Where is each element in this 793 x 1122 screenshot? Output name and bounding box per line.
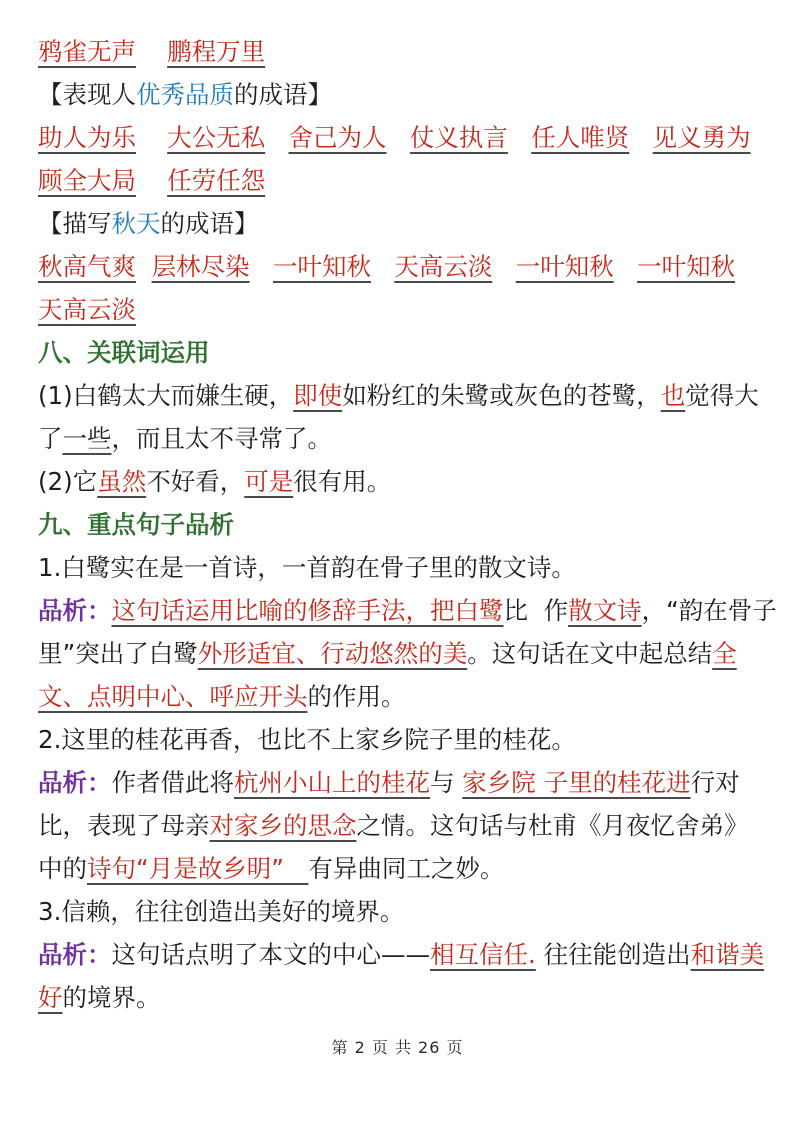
text-segment: 家乡院 子里的桂花进 [462, 768, 691, 797]
text-segment: 全 [712, 639, 737, 668]
text-segment [136, 252, 152, 281]
text-segment: 觉得大 [685, 381, 759, 410]
text-segment: 的成语】 [234, 80, 332, 109]
text-segment: 优秀品质 [136, 80, 234, 109]
text-segment: 好 [38, 983, 63, 1012]
text-segment [250, 252, 273, 281]
text-segment [136, 166, 167, 195]
text-line [38, 288, 757, 331]
text-segment [387, 123, 410, 152]
text-segment: 九、重点句子品析 [38, 510, 234, 539]
text-segment: 一叶知秋 [637, 252, 736, 281]
text-segment: 3.信赖，往往创造出美好的境界。 [38, 897, 405, 926]
text-segment [136, 123, 167, 152]
text-segment: 鸦雀无声 [38, 37, 136, 66]
text-segment [508, 123, 531, 152]
text-segment: 相互信任. [430, 940, 536, 969]
text-segment: 往往能创造出 [535, 940, 691, 969]
text-line [38, 933, 765, 976]
text-segment: 了 [38, 424, 63, 453]
text-segment: 如粉红的朱鹭或灰色的苍鹭， [342, 381, 661, 410]
text-line [38, 761, 757, 804]
text-segment: 虽然 [97, 467, 147, 496]
text-segment: 和谐美 [690, 940, 765, 969]
text-segment: 八、关联词运用 [38, 338, 210, 367]
text-line [38, 73, 757, 116]
text-segment: 文、点明中心、呼应开头 [38, 682, 308, 711]
text-segment: 。这句话在文中起总结 [467, 639, 713, 668]
text-segment: (1)白鹤太大而嫌生硬， [38, 381, 294, 410]
text-segment: 的作用。 [307, 682, 406, 711]
text-line [38, 976, 757, 1019]
text-segment: 2.这里的桂花再香，也比不上家乡院子里的桂花。 [38, 725, 576, 754]
text-line [38, 503, 757, 546]
text-segment: 一些 [62, 424, 112, 453]
text-segment: 天高云淡 [394, 252, 493, 281]
text-line [38, 159, 757, 202]
text-segment: 【描写 [38, 209, 112, 238]
text-line [38, 890, 757, 933]
text-line [38, 546, 757, 589]
page-number: 第 2 页 共 26 页 [331, 1038, 464, 1057]
text-segment: 品析： [38, 768, 112, 797]
text-segment: 顾全大局 [38, 166, 136, 195]
text-segment: 这句话点明了本文的中心—— [111, 940, 430, 969]
text-segment: 1.白鹭实在是一首诗，一首韵在骨子里的散文诗。 [38, 553, 576, 582]
text-line [38, 847, 757, 890]
text-segment: 舍己为人 [288, 123, 387, 152]
document-body [38, 30, 777, 1019]
text-line [38, 718, 757, 761]
text-segment: 不好看， [146, 467, 245, 496]
text-segment: 与 [430, 768, 463, 797]
text-segment: 见义勇为 [652, 123, 751, 152]
text-segment: 品析： [38, 940, 112, 969]
text-line [38, 460, 757, 503]
text-line [38, 116, 757, 159]
text-segment: 行对 [690, 768, 740, 797]
text-segment: 秋天 [111, 209, 161, 238]
text-segment: 【表现人 [38, 80, 136, 109]
text-segment: 任人唯贤 [531, 123, 630, 152]
text-segment: 的境界。 [62, 983, 161, 1012]
text-line [38, 30, 757, 73]
text-line [38, 374, 757, 417]
text-segment: 一叶知秋 [272, 252, 371, 281]
text-segment [265, 123, 288, 152]
text-segment: 之情。这句话与杜甫《月夜忆舍弟》 [356, 811, 749, 840]
text-segment: 散文诗 [568, 596, 642, 625]
text-segment: 有异曲同工之妙。 [308, 854, 505, 883]
text-segment: 鹏程万里 [167, 37, 266, 66]
text-segment: 秋高气爽 [38, 252, 136, 281]
text-segment: 杭州小山上的桂花 [234, 768, 430, 797]
text-segment: 即使 [293, 381, 343, 410]
text-segment: 里”突出了白鹭 [38, 639, 198, 668]
text-segment: (2)它 [38, 467, 98, 496]
text-segment [371, 252, 394, 281]
text-segment: 天高云淡 [38, 295, 136, 324]
text-segment: 诗句“月是故乡明” [87, 854, 309, 883]
text-segment: 仗义执言 [409, 123, 508, 152]
text-line [38, 804, 757, 847]
text-segment: ，“韵在骨子 [641, 596, 777, 625]
text-line [38, 417, 757, 460]
text-segment: 外形适宜、行动悠然的美 [197, 639, 468, 668]
text-segment [492, 252, 515, 281]
text-segment: 这句话运用比喻的修辞手法，把白鹭 [111, 596, 504, 625]
text-segment: 助人为乐 [38, 123, 136, 152]
text-segment [629, 123, 652, 152]
text-segment: 也 [660, 381, 686, 410]
text-segment: 很有用。 [293, 467, 392, 496]
text-segment: 可是 [244, 467, 294, 496]
text-line [38, 632, 757, 675]
text-segment: 任劳任怨 [167, 166, 266, 195]
text-segment: 比 作 [503, 596, 569, 625]
text-segment: 比，表现了母亲 [38, 811, 210, 840]
text-segment: 品析： [38, 596, 112, 625]
text-segment: 中的 [38, 854, 87, 883]
text-segment: 大公无私 [167, 123, 266, 152]
text-segment [614, 252, 637, 281]
text-segment: 的成语】 [160, 209, 259, 238]
text-line [38, 331, 757, 374]
text-segment: 对家乡的思念 [209, 811, 357, 840]
text-segment: ，而且太不寻常了。 [111, 424, 332, 453]
text-segment [136, 37, 167, 66]
text-line [38, 202, 757, 245]
text-line [38, 675, 757, 718]
text-line [38, 589, 777, 632]
text-segment: 层林尽染 [151, 252, 250, 281]
text-line [38, 245, 757, 288]
text-segment: 一叶知秋 [515, 252, 614, 281]
text-segment: 作者借此将 [111, 768, 234, 797]
